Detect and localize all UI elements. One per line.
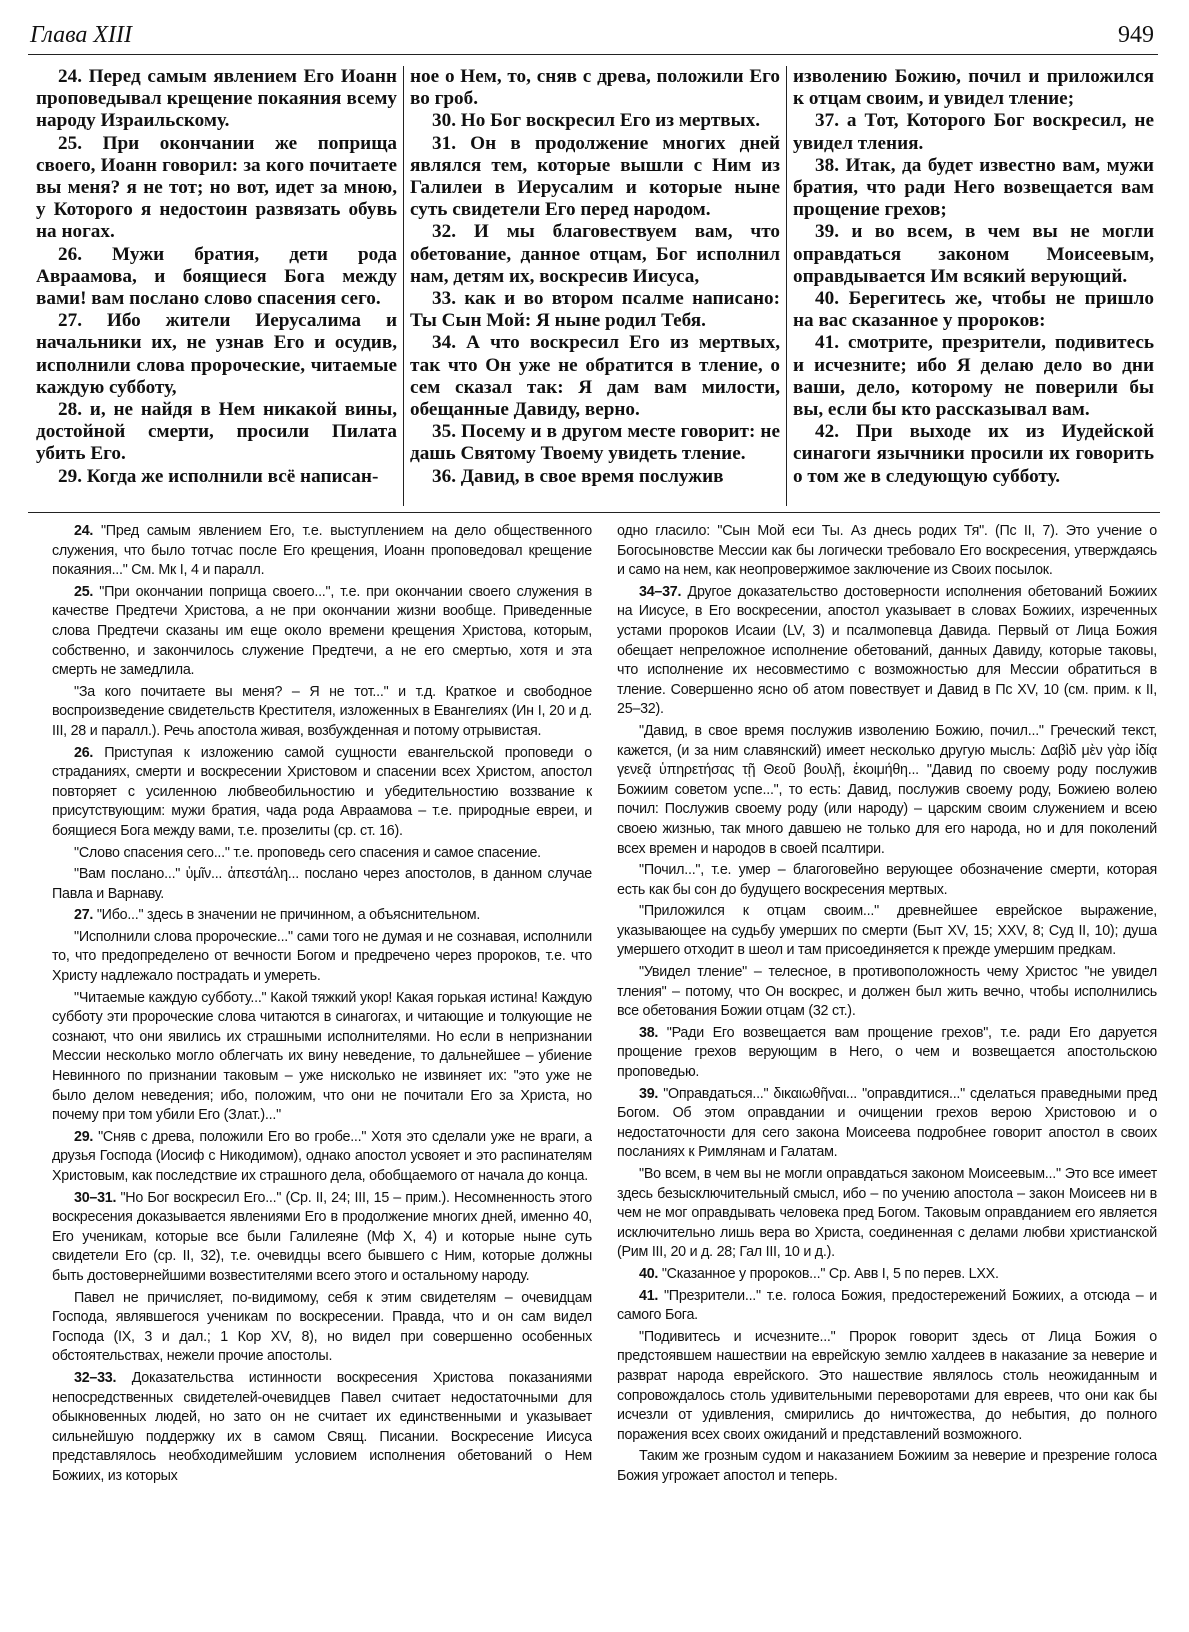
commentary-paragraph: Таким же грозным судом и наказанием Божиим за неверие и презрение голоса Божия угрожает апостол и теперь. bbox=[617, 1448, 1157, 1484]
verse-number: 29. bbox=[74, 1128, 94, 1145]
verse-number: 39. bbox=[639, 1085, 659, 1102]
chapter-title: Глава XIII bbox=[30, 22, 133, 48]
verse-number: 40. bbox=[639, 1265, 659, 1282]
verse-continuation: ное о Нем, то, сняв с древа, положили Его во гроб. bbox=[410, 66, 780, 110]
verse: 37. а Тот, Которого Бог воскресил, не увидел тления. bbox=[793, 110, 1154, 154]
verse-number: 30–31. bbox=[74, 1189, 117, 1206]
commentary-paragraph: "Увидел тление" – телесное, в противоположность чему Христос "не увидел тления" – потому, что Он воскрес, и должен был жить вечно, чтобы исполнились все обетования Божии отцам (32 ст.). bbox=[617, 964, 1157, 1020]
verse: 33. как и во втором псалме написано: Ты Сын Мой: Я ныне родил Тебя. bbox=[410, 288, 780, 332]
commentary-continuation: одно гласило: "Сын Мой еси Ты. Аз днесь родих Тя". (Пс II, 7). Это учение о Богосыновстве Мессии как бы логически требовало Его воскресения, утверждаясь и само на нем, как неопровержимое заключение из Своих посылок. bbox=[617, 523, 1157, 579]
verse: 41. смотрите, презрители, подивитесь и исчезните; ибо Я делаю дело во дни ваши, дело, которому не поверили бы вы, если бы кто рассказывал вам. bbox=[793, 332, 1154, 421]
verse: 30. Но Бог воскресил Его из мертвых. bbox=[432, 110, 760, 132]
commentary-paragraph: "Давид, в свое время послужив изволению Божию, почил..." Греческий текст, кажется, (и за ним славянский) имеет несколько другую мысль: Δαβὶδ μὲν γὰρ ἰδίᾳ γενεᾷ ὑπηρετήσας τῇ Θεοῦ βουλῇ, ἐκοιμήθη... "Давид по своему роду послужив Божиим советом успе...", то есть: Давид, послужив своему роду, Божиею волею почил: Послужив своему роду (или народу) – царским своим служением и всею своею жизнью, так много давшею не только для его народа, но и для поколений всех времен и народов в своей псалтири. bbox=[617, 722, 1157, 857]
commentary-paragraph: "Читаемые каждую субботу..." Какой тяжкий укор! Какая горькая истина! Каждую субботу эти пророческие слова читаются в синагогах, и читающие и толкующие не сознают, что они явились их страшными исполнителями. Но если в непризнании Мессии несколько могло облегчать их вину неведение, то дальнейшее – убиение Невинного по признании таковым – уже нисколько не извиняет их: "это уже не было делом неведения; ибо, положим, что они не почитали Его за Христа, но почему при том убили Его (Злат.)..." bbox=[52, 989, 592, 1124]
verse: 32. И мы благовествуем вам, что обетование, данное отцам, Бог исполнил нам, детям их, воскресив Иисуса, bbox=[410, 221, 780, 287]
commentary-paragraph: "Приложился к отцам своим..." древнейшее еврейское выражение, указывающее на судьбу умерших по смерти (Быт XV, 15; XXV, 8; Суд II, 10); душа умершего отходит в шеол и там присоединяется к прежде умершим предкам. bbox=[617, 903, 1157, 959]
page-number: 949 bbox=[1118, 22, 1154, 48]
verse: 29. Когда же исполнили всё написан- bbox=[58, 465, 379, 487]
verse-number: 26. bbox=[74, 744, 94, 761]
commentary-paragraph: 41. "Презрители..." т.е. голоса Божия, предостережений Божиих, а отсюда – и самого Бога. bbox=[617, 1287, 1157, 1324]
commentary-paragraph: "Слово спасения сего..." т.е. проповедь сего спасения и самое спасение. bbox=[74, 844, 541, 861]
verse: 34. А что воскресил Его из мертвых, так что Он уже не обратится в тление, о сем сказал так: Я дам вам милости, обещанные Давиду, верно. bbox=[410, 332, 780, 421]
verse: 31. Он в продолжение многих дней являлся тем, которые вышли с Ним из Галилеи в Иерусалим и которые ныне суть свидетели Его перед народом. bbox=[410, 132, 780, 221]
scripture-text bbox=[30, 66, 1160, 506]
verse: 24. Перед самым явлением Его Иоанн проповедывал крещение покаяния всему народу Израильскому. bbox=[36, 66, 397, 132]
verse: 36. Давид, в свое время послужив bbox=[432, 465, 724, 487]
verse-number: 41. bbox=[639, 1287, 659, 1304]
commentary-paragraph: "Во всем, в чем вы не могли оправдаться законом Моисеевым..." Это все имеет здесь безысключительный смысл, ибо – по учению апостола – закон Моисеев ни в чем не мог оправдывать человека пред Богом. Таковым оправданием его является исключительно лишь вера во Христа, соединенная с делами любви христианской (Рим III, 20 и д. 28; Гал III, 10 и д.). bbox=[617, 1166, 1157, 1261]
scripture-column-2 bbox=[403, 66, 787, 506]
commentary-paragraph: Павел не причисляет, по-видимому, себя к этим свидетелям – очевидцам Господа, являвшегося ученикам по воскресении. Правда, что и он сам видел Господа (IX, 3 и дал.; 1 Кор XV, 8), но видел при совершенно особенных обстоятельствах, нежели прочие апостолы. bbox=[52, 1289, 592, 1365]
commentary-paragraph: 24. "Пред самым явлением Его, т.е. выступлением на дело общественного служения, что было тотчас после Его крещения, Иоанн проповедовал крещение покаяния..." См. Мк I, 4 и паралл. bbox=[52, 523, 592, 579]
commentary-paragraph: "Исполнили слова пророческие..." сами того не думая и не сознавая, исполнили то, что предопределено от вечности Богом и предречено через пророков, т.е. что Христу надлежало пострадать и умереть. bbox=[52, 928, 592, 985]
commentary-column-right bbox=[617, 522, 1157, 1622]
verse: 38. Итак, да будет известно вам, мужи братия, что ради Него возвещается вам прощение грехов; bbox=[793, 154, 1154, 221]
commentary-paragraph: "За кого почитаете вы меня? – Я не тот..." и т.д. Краткое и свободное воспроизведение свидетельств Крестителя, изложенных в Евангелиях (Ин I, 20 и д. III, 28 и паралл.). Речь апостола живая, возбужденная и потому отрывистая. bbox=[52, 683, 592, 739]
verse: 27. Ибо жители Иерусалима и начальники их, не узнав Его и осудив, исполнили слова пророческие, читаемые каждую субботу, bbox=[36, 310, 397, 398]
verse: 40. Берегитесь же, чтобы не пришло на вас сказанное у пророков: bbox=[793, 288, 1154, 332]
commentary-paragraph: 30–31. "Но Бог воскресил Его..." (Ср. II, 24; III, 15 – прим.). Несомненность этого воскресения доказывается явлениями Его в продолжение многих дней, именно 40, Его ученикам, которые все были Галилеяне (Мф X, 4) и которые ныне суть свидетели Его (ср. II, 32), т.е. очевидцы всего бывшего с Ним, которые должны быть достовернейшими возвестителями всего этого и остальному народу. bbox=[52, 1189, 592, 1284]
section-divider bbox=[28, 512, 1160, 513]
commentary-paragraph: 25. "При окончании поприща своего...", т.е. при окончании своего служения в качестве Предтечи Христова, а не при окончании жизни вообще. Приведенные слова Предтечи сказаны им еще около времени крещения Христова, которым, собственно, и закончилось служение Предтечи, а не его смертью, хотя и эта смерть не замедлила. bbox=[52, 583, 592, 679]
verse-number: 24. bbox=[74, 523, 94, 539]
verse: 28. и, не найдя в Нем никакой вины, достойной смерти, просили Пилата убить Его. bbox=[36, 399, 397, 465]
verse-number: 32–33. bbox=[74, 1369, 117, 1386]
commentary-paragraph: 38. "Ради Его возвещается вам прощение грехов", т.е. ради Его даруется прощение грехов верующим в Него, о чем и возвещается апостольскою проповедью. bbox=[617, 1024, 1157, 1081]
verse: 39. и во всем, в чем вы не могли оправдаться законом Моисеевым, оправдывается Им всякий верующий. bbox=[793, 221, 1154, 287]
commentary-column-left bbox=[52, 522, 592, 1622]
verse: 35. Посему и в другом месте говорит: не дашь Святому Твоему увидеть тление. bbox=[410, 421, 780, 465]
verse-number: 38. bbox=[639, 1024, 659, 1041]
verse-number: 34–37. bbox=[639, 583, 682, 600]
commentary-paragraph: 26. Приступая к изложению самой сущности евангельской проповеди о страданиях, смерти и воскресении Христовом и спасении всех Христом, апостол повторяет с усиленною любвеобильностию и убедительностию воззвание к присутствующим: мужи братия, чада рода Авраамова – т.е. природные евреи, и боящиеся Бога между вами, т.е. прозелиты (ср. ст. 16). bbox=[52, 744, 592, 839]
commentary-paragraph: 40. "Сказанное у пророков..." Ср. Авв I, 5 по перев. LXX. bbox=[639, 1265, 999, 1282]
commentary-paragraph: "Подивитесь и исчезните..." Пророк говорит здесь от Лица Божия о предстоявшем нашествии на еврейскую землю халдеев в наказание за неверие и разврат народа еврейского. Это нашествие являлось столь неожиданным и сопровождалось столь удивительными переворотами для евреев, что они как бы исчезли от удивления, смирились до ничтожества, до небытия, до полного поражения всех своих ожиданий и представлений возможного. bbox=[617, 1328, 1157, 1443]
verse: 42. При выходе их из Иудейской синагоги язычники просили их говорить о том же в следующую субботу. bbox=[793, 421, 1154, 487]
commentary-paragraph: 27. "Ибо..." здесь в значении не причинном, а объяснительном. bbox=[74, 907, 481, 924]
commentary-paragraph: 39. "Оправдаться..." δικαιωθῆναι... "оправдитися..." сделаться праведными пред Богом. Об этом оправдании и очищении грехов верою Христовою и о недостаточности для сего закона Моисеева подробнее говорит апостол в своих посланиях к Римлянам и Галатам. bbox=[617, 1085, 1157, 1161]
verse: 26. Мужи братия, дети рода Авраамова, и боящиеся Бога между вами! вам послано слово спасения сего. bbox=[36, 243, 397, 310]
commentary-paragraph: "Почил...", т.е. умер – благоговейно верующее обозначение смерти, которая есть как бы сон до будущего воскресения мертвых. bbox=[617, 862, 1157, 898]
commentary-paragraph: "Вам послано..." ὑμῖν... ἀπεστάλη... послано через апостолов, в данном случае Павла и Варнаву. bbox=[52, 866, 592, 902]
page-header bbox=[28, 18, 1158, 55]
commentary-paragraph: 29. "Сняв с древа, положили Его во гробе..." Хотя это сделали уже не враги, а друзья Господа (Иосиф с Никодимом), однако апостол усвояет и это распинателям Христовым, как последствие их страшного дела, обобщаемого от начала до конца. bbox=[52, 1128, 592, 1184]
verse-number: 27. bbox=[74, 907, 94, 924]
commentary bbox=[52, 522, 1157, 1622]
verse-number: 25. bbox=[74, 583, 94, 600]
scripture-column-1 bbox=[30, 66, 403, 506]
commentary-paragraph: 32–33. Доказательства истинности воскресения Христова показаниями непосредственных свидетелей-очевидцев Павел считает недостаточными для обыкновенных людей, но зато он не считает их единственными и указывает сильнейшую поддержку их в самом Свящ. Писании. Воскресение Иисуса представлялось необходимейшим условием исполнения обетований о Нем Божиих, из которых bbox=[52, 1369, 592, 1484]
verse-continuation: изволению Божию, почил и приложился к отцам своим, и увидел тление; bbox=[793, 66, 1154, 110]
verse: 25. При окончании же поприща своего, Иоанн говорил: за кого почитаете вы меня? я не тот; но вот, идет за мною, у Которого я недостоин развязать обувь на ногах. bbox=[36, 132, 397, 243]
scripture-column-3 bbox=[787, 66, 1160, 506]
commentary-paragraph: 34–37. Другое доказательство достоверности исполнения обетований Божиих на Иисусе, в Его воскресении, апостол указывает в словах Божиих, изреченных устами пророков Исаии (LV, 3) и псалмопевца Давида. Первый от Лица Божия обещает непреложное исполнение обетований, данных Давиду, которые таковы, что исполнение их несовместимо с возможностью для Мессии обратиться в тление. Совершенно ясно об атом повествует и Давид в Пс XV, 10 (см. прим. к II, 25–32). bbox=[617, 583, 1157, 718]
